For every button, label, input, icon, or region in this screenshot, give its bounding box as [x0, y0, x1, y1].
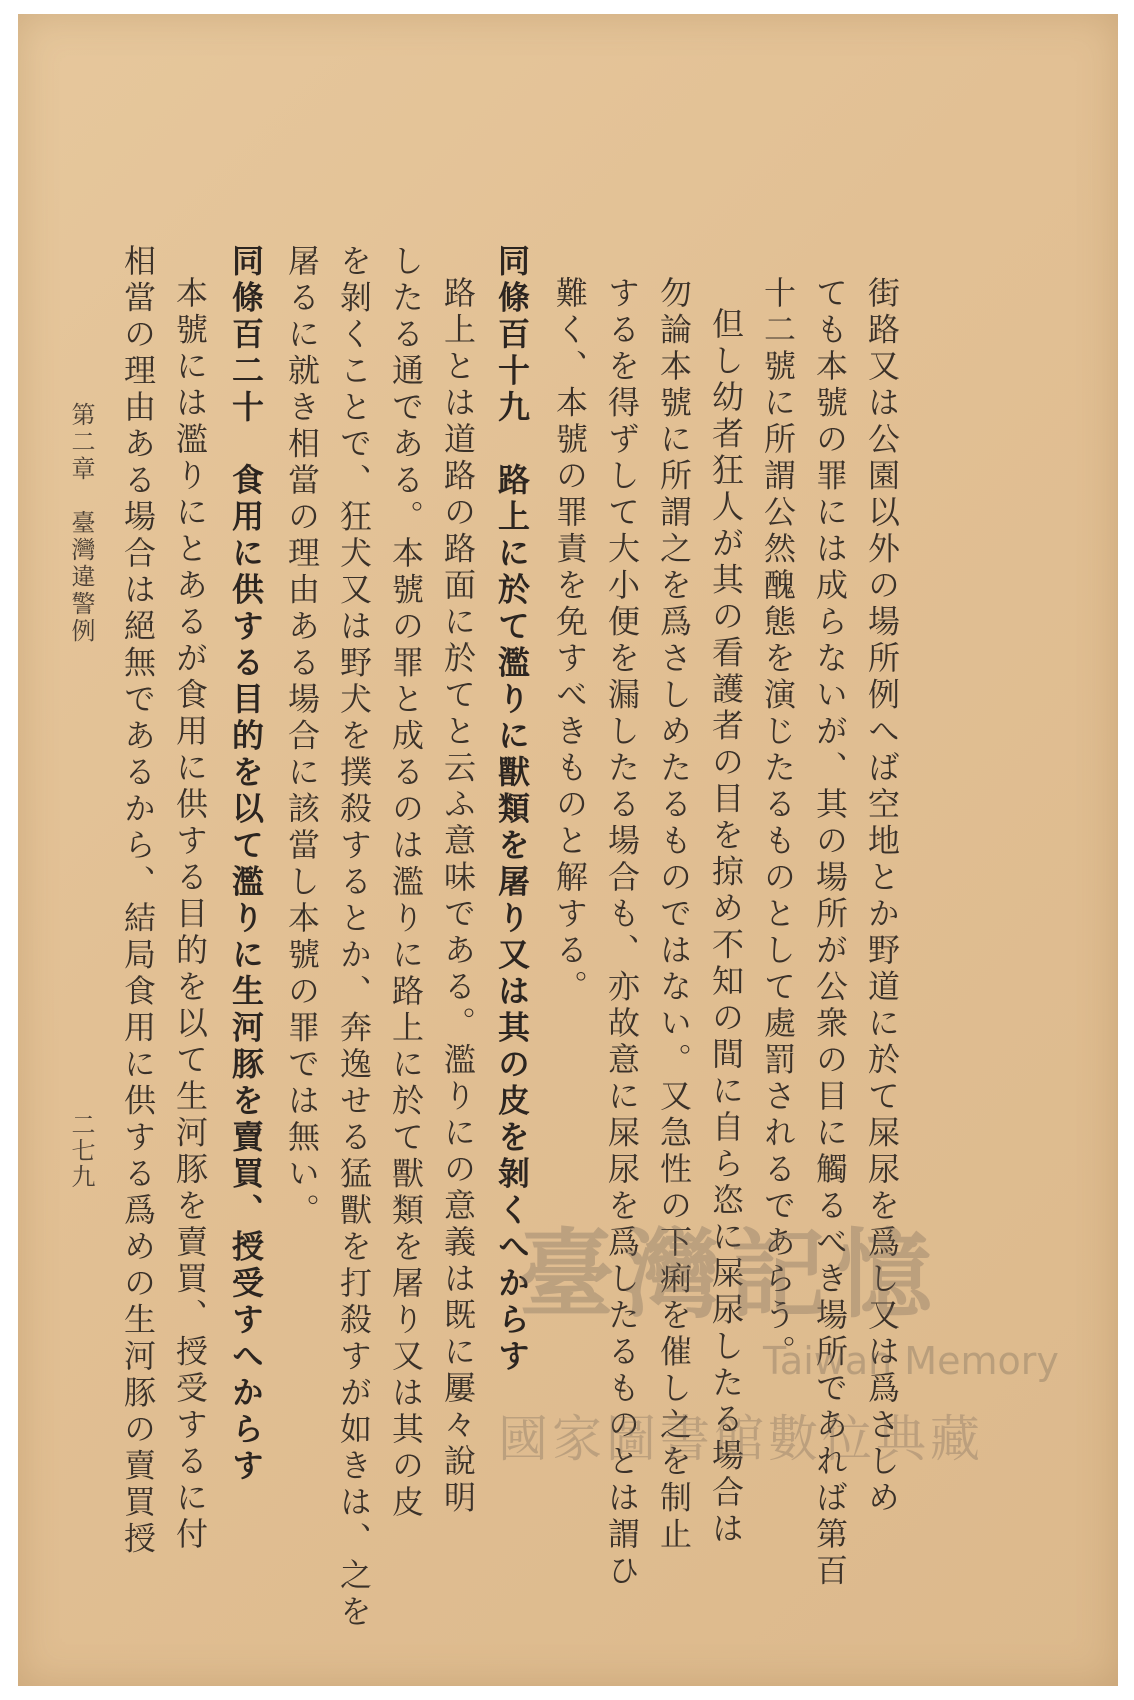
- text-column: したる通である。本號の罪と成るのは濫りに路上に於て獸類を屠り又は其の皮: [387, 244, 425, 1522]
- text-column: 街路又は公園以外の場所例へば空地とか野道に於て屎尿を爲し又は爲さしめ: [863, 276, 901, 1517]
- text-column: 本號には濫りにとあるが食用に供する目的を以て生河豚を賣買、授受するに付: [171, 276, 209, 1554]
- text-column: するを得ずして大小便を漏したる場合も、亦故意に屎尿を爲したるものとは謂ひ: [603, 276, 641, 1590]
- watermark-subtitle: 國家圖書館數位典藏: [498, 1410, 984, 1468]
- text-column: 十二號に所謂公然醜態を演じたるものとして處罰されるであらう。: [759, 276, 797, 1371]
- watermark-english: Taiwan Memory: [763, 1339, 1059, 1383]
- running-head: 第二章 臺灣違警例: [67, 402, 95, 645]
- text-column: 相當の理由ある場合は絕無であるから、結局食用に供する爲めの生河豚の賣買授: [119, 244, 157, 1558]
- text-column: 但し幼者狂人が其の看護者の目を掠め不知の間に自ら恣に屎尿したる場合は: [707, 307, 745, 1548]
- watermark-logo: 臺灣記憶: [518, 1218, 942, 1331]
- text-column: を剝くことで、狂犬又は野犬を撲殺するとか、奔逸せる猛獸を打殺すが如きは、之を: [335, 244, 373, 1631]
- text-column: 難く、本號の罪責を免すべきものと解する。: [551, 276, 589, 1006]
- text-column: ても本號の罪には成らないが、其の場所が公衆の目に觸るべき場所であれば第百: [811, 276, 849, 1590]
- text-column: 路上とは道路の路面に於てと云ふ意味である。濫りにの意義は既に屢々說明: [439, 276, 477, 1517]
- article-heading: 同條百二十 食用に供する目的を以て濫りに生河豚を賣買、授受すへからす: [227, 244, 265, 1485]
- text-column: 勿論本號に所謂之を爲さしめたるものではない。又急性の下痢を催し之を制止: [655, 276, 693, 1554]
- book-page: [18, 14, 1118, 1686]
- page-number: 二七九: [67, 1112, 95, 1190]
- article-heading: 同條百十九 路上に於て濫りに獸類を屠り又は其の皮を剝くへからす: [493, 244, 531, 1376]
- text-column: 屠るに就き相當の理由ある場合に該當し本號の罪では無い。: [283, 244, 321, 1230]
